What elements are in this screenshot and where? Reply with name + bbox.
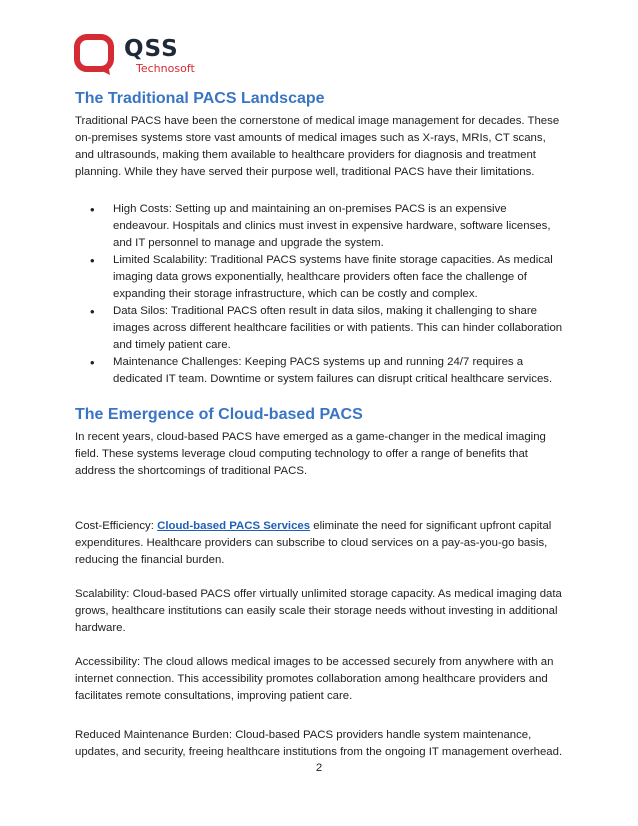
list-item-maintenance-challenges: • Maintenance Challenges: Keeping PACS systems up and running 24/7 requires a dedicated IT team. Downtime or system failures can disrupt critical healthcare services. [75,354,565,388]
reduced-maintenance-paragraph: Reduced Maintenance Burden: Cloud-based PACS providers handle system maintenance, updates, and security, freeing healthcare institutions from the ongoing IT management overhead. [75,729,563,758]
logo-text [124,38,195,74]
traditional-pacs-intro: Traditional PACS have been the cornerstone of medical image management for decades. These on-premises systems store vast amounts of medical images such as X-rays, MRIs, CT scans, and ultrasounds, making them available to healthcare providers for diagnosis and treatment planning. While they have served their purpose well, traditional PACS have their limitations. [75,115,560,178]
logo-subtitle: Technosoft [136,62,195,75]
list-item-high-costs: • High Costs: Setting up and maintaining an on-premises PACS is an expensive endeavour. Hospitals and clinics must invest in expensive hardware, software licenses, and IT personnel to manage and upgrade the system. [75,201,565,252]
section-heading-traditional-pacs: The Traditional PACS Landscape [75,90,325,107]
cost-efficiency-paragraph [75,518,565,569]
accessibility-paragraph: Accessibility: The cloud allows medical images to be accessed securely from anywhere with an internet connection. This accessibility promotes collaboration among healthcare providers and facilitates remote consultations, improving patient care. [75,656,554,702]
list-item-limited-scalability: • Limited Scalability: Traditional PACS systems have finite storage capacities. As medical imaging data grows exponentially, healthcare providers often face the challenge of expanding their storage infrastructure, which can be costly and complex. [75,252,565,303]
limitations-list [75,201,565,388]
logo-name: QSS [124,36,179,62]
cost-efficiency-prefix: Cost-Efficiency: [75,520,158,532]
company-logo [74,34,195,78]
scalability-paragraph: Scalability: Cloud-based PACS offer virtually unlimited storage capacity. As medical imaging data grows, healthcare institutions can easily scale their storage needs without investing in additional hardware. [75,588,562,634]
cloud-pacs-services-link[interactable]: Cloud-based PACS Services [157,520,311,532]
cost-efficiency-rest: eliminate the need for significant upfront capital expenditures. Healthcare providers can subscribe to cloud services on a pay-as-you-go basis, reducing the financial burden. [75,520,552,566]
section-heading-cloud-pacs: The Emergence of Cloud-based PACS [75,406,363,423]
list-item-data-silos: • Data Silos: Traditional PACS often result in data silos, making it challenging to share images across different healthcare facilities or with patients. This can hinder collaboration and timely patient care. [75,303,565,354]
cloud-pacs-intro: In recent years, cloud-based PACS have emerged as a game-changer in the medical imaging field. These systems leverage cloud computing technology to offer a range of benefits that address the shortcomings of traditional PACS. [75,431,546,477]
qss-logo-icon [74,34,118,78]
page-number: 2 [315,762,323,774]
document-body [75,88,565,761]
